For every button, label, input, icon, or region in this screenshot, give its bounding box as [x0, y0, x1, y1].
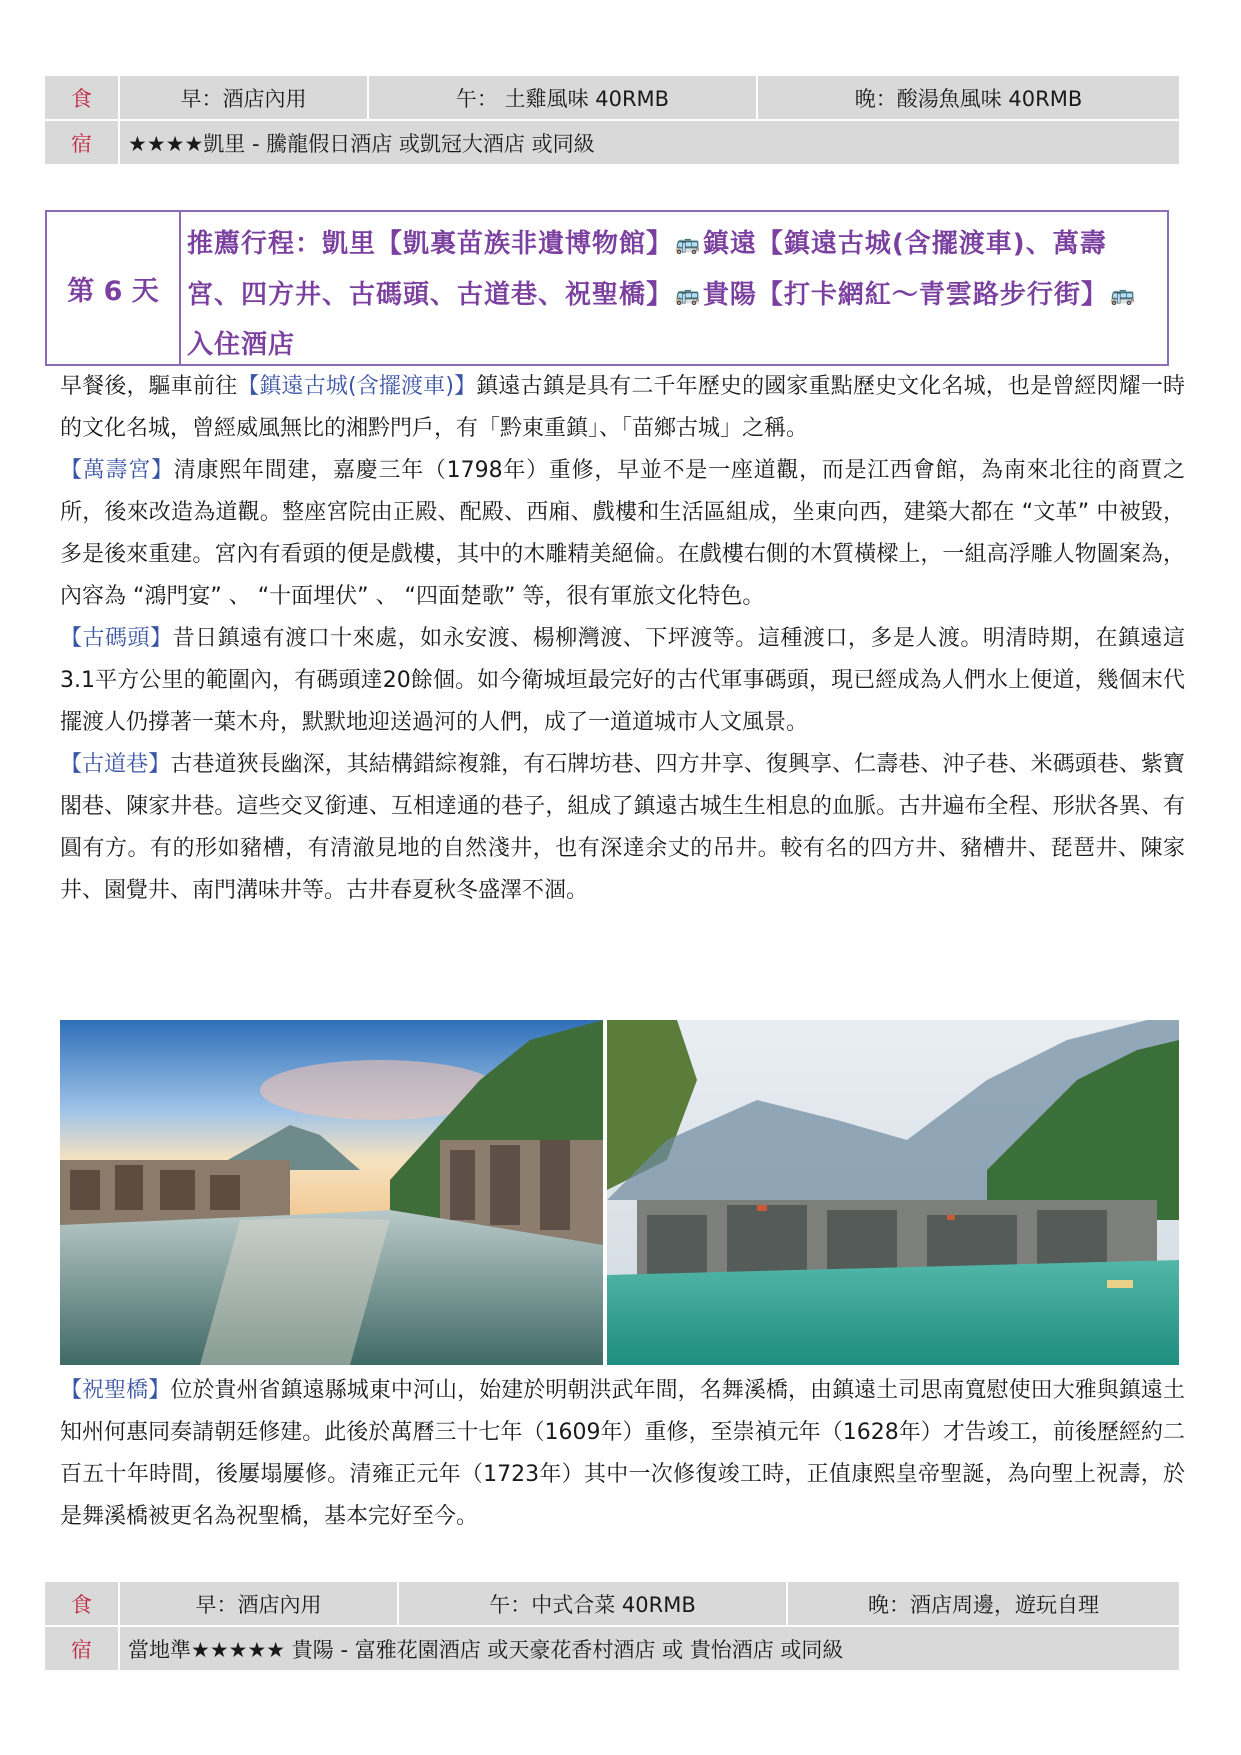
highlight-old-lanes: 【古道巷】: [60, 752, 171, 777]
bus-icon: 🚌: [1109, 282, 1136, 306]
stay-label: 宿: [45, 120, 119, 165]
meal-row: [45, 1582, 1179, 1626]
paragraph-old-lanes: [60, 744, 1185, 912]
hotel-cell: ★★★★凱里 - 騰龍假日酒店 或凱冠大酒店 或同級: [119, 120, 1179, 165]
paragraph-old-town: [60, 366, 1185, 450]
food-label: 食: [45, 76, 119, 120]
lodging-row: [45, 1626, 1179, 1671]
meal-table-top: [45, 76, 1179, 166]
paragraph-body: 昔日鎮遠有渡口十來處，如永安渡、楊柳灣渡、下坪渡等。這種渡口，多是人渡。明清時期，在鎮遠這3.1平方公里的範圍內，有碼頭達20餘個。如今衛城垣最完好的古代軍事碼頭，現已經成為人們水上便道，幾個末代擺渡人仍撐著一葉木舟，默默地迎送過河的人們，成了一道道城市人文風景。: [60, 626, 1185, 735]
photo-strip: [60, 1020, 1179, 1365]
highlight-old-town: 【鎮遠古城(含擺渡車)】: [237, 374, 477, 399]
photo-river-town-sunset: [60, 1020, 603, 1365]
breakfast-cell: 早：酒店內用: [119, 1582, 398, 1626]
highlight-zhusheng-bridge: 【祝聖橋】: [60, 1378, 171, 1403]
bus-icon: 🚌: [675, 231, 701, 255]
day-title-part-3: 貴陽【打卡網紅～青雲路步行街】: [702, 280, 1108, 310]
day-label: 第 6 天: [47, 212, 181, 364]
day-title-part-2: 鎮遠【鎮遠古城(含擺渡車)、萬壽宮、四方井、古碼頭、古道巷、祝聖橋】: [187, 229, 1107, 310]
paragraph-wanshou-palace: [60, 450, 1185, 618]
paragraph-body: 清康熙年間建，嘉慶三年（1798年）重修，早並不是一座道觀，而是江西會館，為南來北往的商賈之所，後來改造為道觀。整座宮院由正殿、配殿、西廂、戲樓和生活區組成，坐東向西，建築大都在 “文革” 中被毀，多是後來重建。宮內有看頭的便是戲樓，其中的木雕精美絕倫。在戲樓右側的木質橫樑上，一組高浮雕人物圖案為，內容為 “鴻門宴” 、 “十面埋伏” 、 “四面楚歌” 等，很有軍旅文化特色。: [60, 458, 1185, 609]
paragraph-body: 鎮遠古鎮是具有二千年歷史的國家重點歷史文化名城，也是曾經閃耀一時的文化名城，曾經威風無比的湘黔門戶，有「黔東重鎮」、「苗鄉古城」之稱。: [60, 374, 1185, 441]
hotel-cell: 當地準★★★★★ 貴陽 - 富雅花園酒店 或天豪花香村酒店 或 貴怡酒店 或同級: [119, 1626, 1179, 1671]
highlight-old-wharf: 【古碼頭】: [60, 626, 173, 651]
stay-label: 宿: [45, 1626, 119, 1671]
itinerary-text-lower: [60, 1370, 1185, 1538]
meal-row: [45, 76, 1179, 120]
day-header: [45, 210, 1169, 366]
highlight-wanshou-palace: 【萬壽宮】: [60, 458, 174, 483]
photo-river-town-aerial: [607, 1020, 1179, 1365]
itinerary-text-upper: [60, 366, 1185, 912]
paragraph-lead: 早餐後，驅車前往: [60, 374, 238, 399]
lunch-cell: 午： 土雞風味 40RMB: [368, 76, 757, 120]
bus-icon: 🚌: [675, 282, 701, 306]
breakfast-cell: 早：酒店內用: [119, 76, 368, 120]
paragraph-old-wharf: [60, 618, 1185, 744]
food-label: 食: [45, 1582, 119, 1626]
paragraph-zhusheng-bridge: [60, 1370, 1185, 1538]
meal-table-bottom: [45, 1582, 1179, 1672]
lunch-cell: 午：中式合菜 40RMB: [398, 1582, 787, 1626]
paragraph-body: 位於貴州省鎮遠縣城東中河山，始建於明朝洪武年間，名舞溪橋，由鎮遠土司思南寬慰使田大雅與鎮遠土知州何惠同奏請朝廷修建。此後於萬曆三十七年（1609年）重修，至崇禎元年（1628年）才告竣工，前後歷經約二百五十年時間，後屢塌屢修。清雍正元年（1723年）其中一次修復竣工時，正值康熙皇帝聖誕，為向聖上祝壽，於是舞溪橋被更名為祝聖橋，基本完好至今。: [60, 1378, 1185, 1529]
day-title: [181, 212, 1167, 364]
lodging-row: [45, 120, 1179, 165]
day-title-part-1: 推薦行程：凱里【凱裏苗族非遺博物館】: [187, 229, 674, 259]
paragraph-body: 古巷道狹長幽深，其結構錯綜複雜，有石牌坊巷、四方井享、復興享、仁壽巷、沖子巷、米碼頭巷、紫寶閣巷、陳家井巷。這些交叉銜連、互相達通的巷子，組成了鎮遠古城生生相息的血脈。古井遍布全程、形狀各異、有圓有方。有的形如豬槽，有清澈見地的自然淺井，也有深達余丈的吊井。較有名的四方井、豬槽井、琵琶井、陳家井、園覺井、南門溝味井等。古井春夏秋冬盛澤不涸。: [60, 752, 1185, 903]
dinner-cell: 晚：酒店周邊，遊玩自理: [787, 1582, 1179, 1626]
dinner-cell: 晚：酸湯魚風味 40RMB: [757, 76, 1179, 120]
day-title-part-4: 入住酒店: [187, 330, 296, 360]
